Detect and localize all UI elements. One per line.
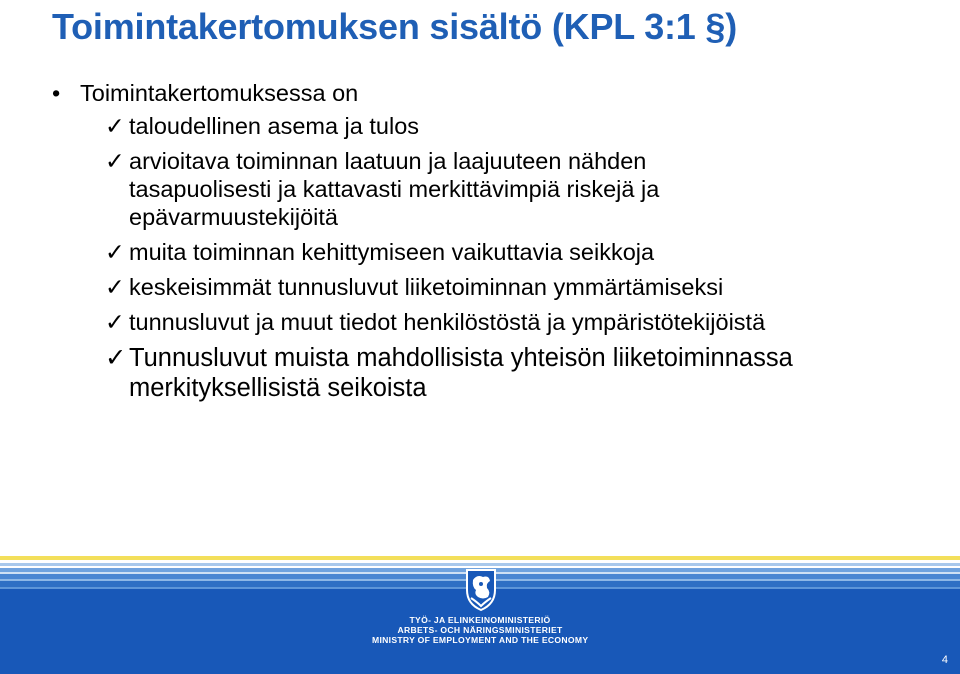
check-item	[105, 273, 955, 301]
check-item-text: epävarmuustekijöitä	[129, 204, 338, 230]
check-item	[105, 238, 955, 266]
check-item-text: merkityksellisistä seikoista	[129, 374, 427, 402]
check-item-text: taloudellinen asema ja tulos	[129, 113, 420, 139]
check-item-text: arvioitava toiminnan laatuun ja laajuuteen nähden	[129, 148, 647, 174]
check-item-text: tunnusluvut ja muut tiedot henkilöstöstä ja ympäristötekijöistä	[129, 309, 766, 335]
check-item-text: Tunnusluvut muista mahdollisista yhteisön liiketoiminnassa	[129, 344, 793, 372]
checkmark-icon: ✓	[105, 113, 125, 139]
check-item-text: muita toiminnan kehittymiseen vaikuttavia seikkoja	[129, 239, 655, 265]
checklist	[105, 112, 955, 410]
main-bullet	[52, 80, 358, 107]
checkmark-icon: ✓	[105, 239, 125, 265]
ministry-name-en: MINISTRY OF EMPLOYMENT AND THE ECONOMY	[372, 635, 589, 645]
checkmark-icon: ✓	[105, 344, 127, 372]
check-item	[105, 147, 955, 231]
checkmark-icon: ✓	[105, 274, 125, 300]
page-number: 4	[941, 654, 948, 666]
check-item-text: tasapuolisesti ja kattavasti merkittävimpiä riskejä ja	[129, 176, 660, 202]
check-item	[105, 343, 955, 403]
ministry-name-fi: TYÖ- JA ELINKEINOMINISTERIÖ	[409, 615, 551, 625]
checkmark-icon: ✓	[105, 148, 125, 174]
footer-band	[0, 556, 960, 674]
check-item	[105, 308, 955, 336]
ministry-name-sv: ARBETS- OCH NÄRINGSMINISTERIET	[397, 625, 563, 635]
check-item-text: keskeisimmät tunnusluvut liiketoiminnan ymmärtämiseksi	[129, 274, 724, 300]
bullet-dot-icon: •	[52, 80, 61, 106]
finnish-lion-crest-icon	[459, 566, 503, 612]
checkmark-icon: ✓	[105, 309, 125, 335]
check-item	[105, 112, 955, 140]
main-bullet-text: Toimintakertomuksessa on	[80, 80, 359, 106]
slide-title: Toimintakertomuksen sisältö (KPL 3:1 §)	[52, 6, 738, 47]
